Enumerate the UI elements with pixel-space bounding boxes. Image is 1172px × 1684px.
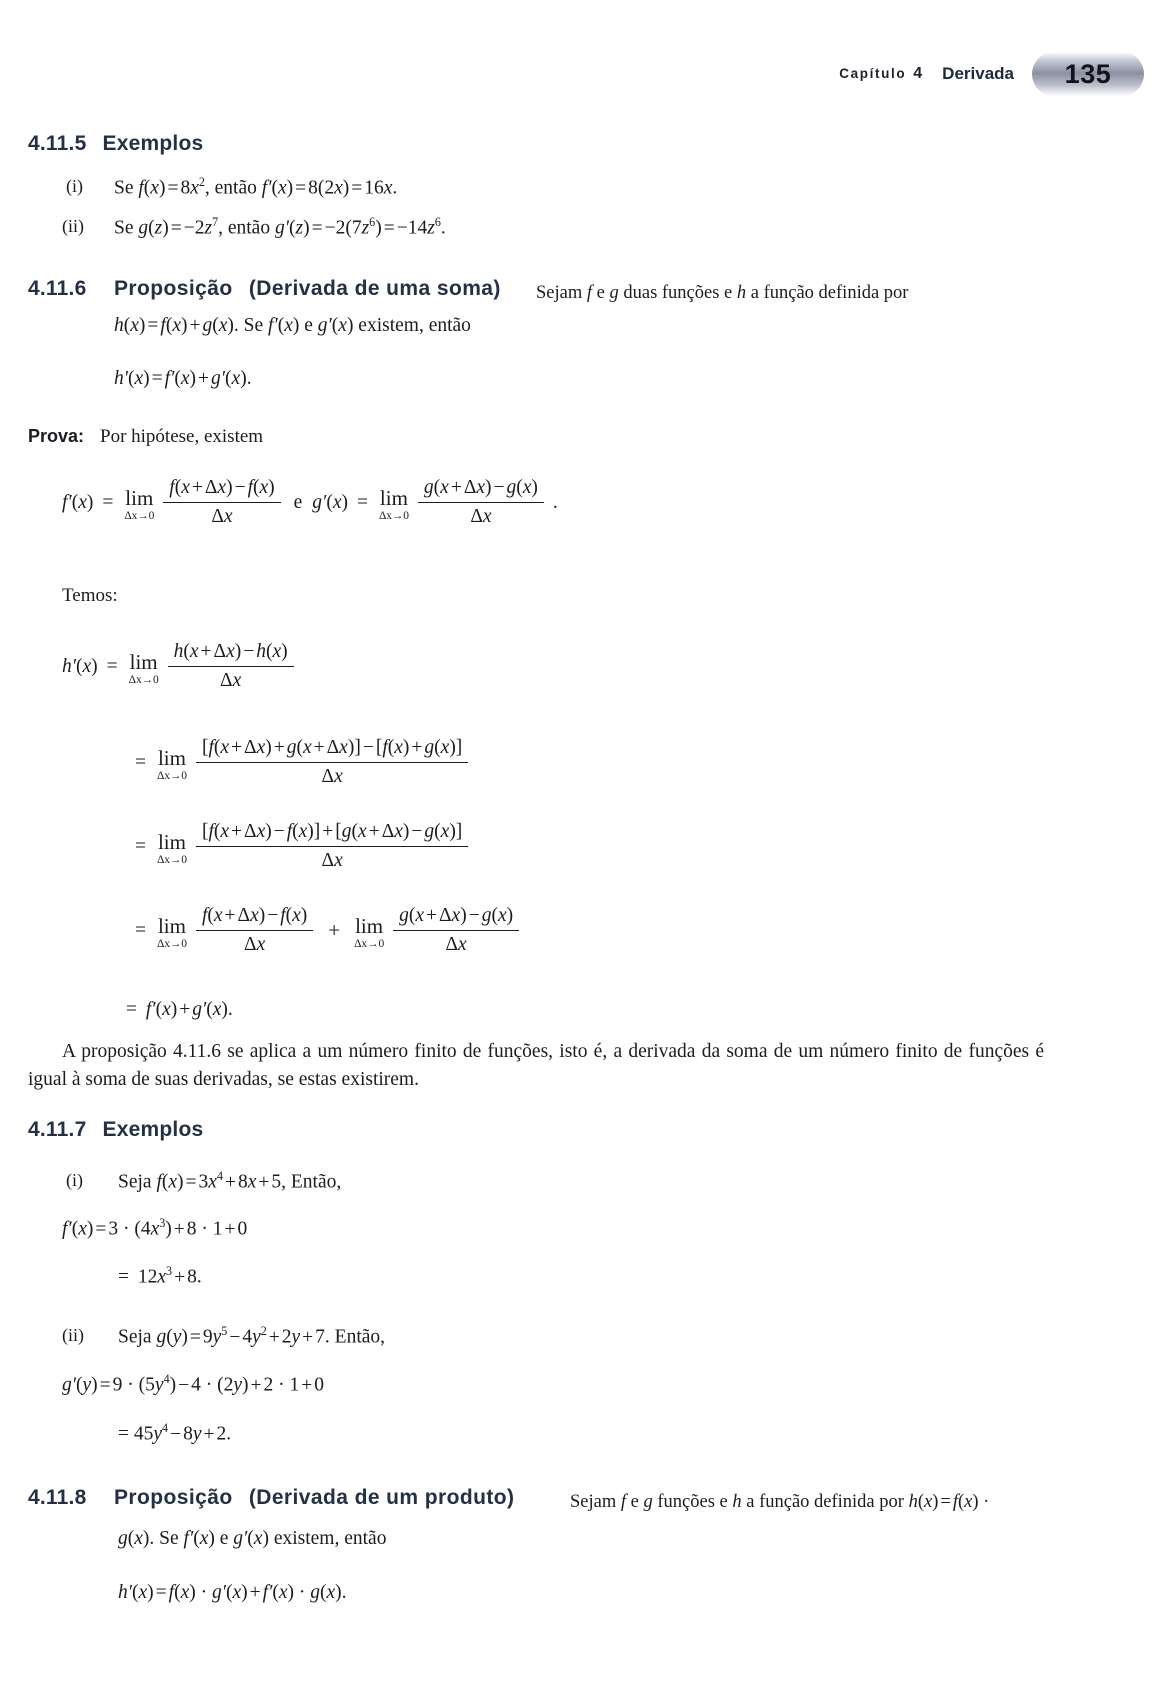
step3-fraction [196, 820, 468, 874]
limit-lim-3: lim [129, 649, 158, 674]
limit-lim-4: lim [157, 745, 186, 770]
step4-denominator-a: Δx [244, 934, 266, 956]
section-number-4-11-6: 4.11.6 [28, 277, 87, 300]
proof-intro: Por hipótese, existem [100, 426, 264, 447]
equals-sign-2: = [356, 491, 368, 513]
step4-numerator-b: g(x + Δx) − g(x) [393, 904, 519, 931]
proposition-4-11-8-statement-line1: Sejam f e g funções e h a função definida por h(x) = f(x) · [570, 1492, 990, 1512]
remark-line2: funções é igual à soma de suas derivadas, se estas existirem. [28, 1041, 1044, 1090]
hyp-lhs-g: g′(x) [312, 491, 348, 513]
section-heading-4-11-5 [28, 132, 203, 156]
proof-step-3 [126, 820, 471, 874]
step3-equals: = [135, 835, 146, 857]
list-marker-ii: (ii) [62, 216, 84, 236]
fraction-f [163, 476, 280, 530]
fraction-numerator: f(x + Δx) − f(x) [163, 476, 280, 503]
proposition-word-2: Proposição [114, 1486, 233, 1509]
step2-numerator: [f(x + Δx) + g(x + Δx)] − [f(x) + g(x)] [196, 736, 468, 763]
limit-operator [124, 485, 155, 523]
step4-numerator-a: f(x + Δx) − f(x) [196, 904, 313, 931]
proof-step-1 [62, 640, 297, 694]
step3-denominator: Δx [321, 850, 343, 872]
proof-label: Prova: [28, 426, 85, 446]
limit-operator-2 [378, 485, 409, 523]
step4-denominator-b: Δx [445, 934, 467, 956]
example-4-11-5-ii: Se $g(z) = -2z^7$, então $g'(z) = -2(7z^6) = -14z^6$. [114, 215, 446, 239]
proposition-4-11-8-conclusion: h′(x) = f(x) · g′(x) + f′(x) · g(x). [118, 1582, 347, 1603]
step1-limit [128, 649, 159, 687]
step3-limit [157, 829, 187, 867]
proposition-parenthetical: (Derivada de uma soma) [248, 277, 501, 300]
limit-subscript-4: Δx→0 [157, 769, 187, 782]
example-4-11-7-i-line1: Seja $f(x) = 3x^4 + 8x + 5$, Então, [118, 1169, 342, 1193]
step4-limit-a [157, 913, 187, 951]
step1-equals: = [106, 655, 118, 677]
limit-subscript: Δx→0 [124, 509, 155, 522]
proof-final-line: = f′(x) + g′(x). [126, 999, 233, 1020]
limit-lim-5: lim [157, 829, 186, 854]
section-number-4-11-8: 4.11.8 [28, 1486, 87, 1509]
limit-subscript-3: Δx→0 [128, 673, 159, 686]
period: . [552, 491, 558, 513]
step1-lhs: h′(x) [62, 655, 98, 677]
limit-subscript-6: Δx→0 [157, 937, 187, 950]
section-title-4-11-6 [114, 277, 501, 301]
limit-lim-2: lim [379, 485, 408, 510]
list-marker-4-11-7-ii: (ii) [62, 1325, 84, 1345]
section-number: 4.11.5 [28, 132, 87, 155]
conjunction-e: e [293, 491, 303, 513]
example-4-11-7-ii-line3: = $45y^4 - 8y + 2$. [118, 1421, 232, 1445]
running-head-chapter-label: Capítulo [839, 66, 907, 81]
step3-numerator: [f(x + Δx) − f(x)] + [g(x + Δx) − g(x)] [196, 820, 468, 847]
limit-subscript-2: Δx→0 [378, 509, 409, 522]
proposition-4-11-8-statement-line2: g(x). Se f′(x) e g′(x) existem, então [118, 1528, 387, 1549]
remark-line1: A proposição 4.11.6 se aplica a um número finito de funções, isto é, a derivada da soma de um número finito de [62, 1041, 963, 1062]
list-marker-4-11-7-i: (i) [66, 1170, 83, 1190]
proposition-word: Proposição [114, 277, 233, 300]
example-4-11-7-ii-line2: $g'(y) = 9 \cdot (5y^4) - 4 \cdot (2y) + 2 \cdot 1 + 0$ [62, 1372, 325, 1396]
fraction-denominator: Δx [211, 506, 233, 528]
limit-lim-7: lim [355, 913, 384, 938]
step4-plus: + [328, 918, 341, 943]
proposition-4-11-6-conclusion: h′(x) = f′(x) + g′(x). [114, 368, 252, 389]
step2-fraction [196, 736, 468, 790]
example-4-11-7-i-line2: $f'(x) = 3 \cdot (4x^3) + 8 \cdot 1 + 0$ [62, 1216, 248, 1240]
fraction-g [418, 476, 544, 530]
example-4-11-7-ii-line1: Seja $g(y) = 9y^5 - 4y^2 + 2y + 7$. Então, [118, 1324, 386, 1348]
proof-hypothesis-equation [62, 476, 558, 530]
proof-step-2 [126, 736, 471, 790]
example-4-11-7-i-line3: = $12x^3 + 8$. [118, 1264, 202, 1288]
proposition-4-11-6-statement-line1: Sejam f e g duas funções e h a função definida por [536, 283, 909, 303]
list-marker-i: (i) [66, 176, 83, 196]
section-heading-4-11-7 [28, 1118, 203, 1142]
step4-fraction-a [196, 904, 313, 958]
fraction-denominator-2: Δx [470, 506, 492, 528]
proposition-4-11-6-statement-line2: h(x) = f(x) + g(x). Se f′(x) e g′(x) existem, então [114, 315, 471, 336]
limit-subscript-7: Δx→0 [354, 937, 385, 950]
fraction-numerator-2: g(x + Δx) − g(x) [418, 476, 544, 503]
step4-equals: = [135, 919, 146, 941]
remark-paragraph [28, 1038, 1044, 1093]
step2-limit [157, 745, 187, 783]
step1-numerator: h(x + Δx) − h(x) [168, 640, 294, 667]
example-4-11-5-i: Se $f(x) = 8x^2$, então f′(x) = 8(2x) = 16x. [114, 175, 398, 199]
limit-subscript-5: Δx→0 [157, 853, 187, 866]
running-head-title: Derivada [942, 64, 1014, 83]
step2-equals: = [135, 751, 146, 773]
step2-denominator: Δx [321, 766, 343, 788]
running-head-chapter-number: 4 [913, 65, 923, 82]
step1-denominator: Δx [220, 670, 242, 692]
section-title-4-11-7: Exemplos [102, 1118, 204, 1141]
page-number-badge [1032, 52, 1144, 96]
section-title: Exemplos [102, 132, 204, 155]
equals-sign: = [102, 491, 114, 513]
step4-fraction-b [393, 904, 519, 958]
section-title-4-11-8 [114, 1486, 514, 1510]
limit-lim: lim [125, 485, 154, 510]
step4-limit-b [354, 913, 385, 951]
running-head [839, 52, 1144, 96]
proposition-parenthetical-2: (Derivada de um produto) [248, 1486, 515, 1509]
section-number-4-11-7: 4.11.7 [28, 1118, 87, 1141]
proof-step-4 [126, 904, 522, 958]
step1-fraction [168, 640, 294, 694]
limit-lim-6: lim [157, 913, 186, 938]
proof-temos: Temos: [62, 585, 118, 606]
page-number: 135 [1064, 58, 1112, 89]
hyp-lhs-f: f′(x) [62, 491, 94, 513]
running-head-chapter [839, 65, 906, 83]
